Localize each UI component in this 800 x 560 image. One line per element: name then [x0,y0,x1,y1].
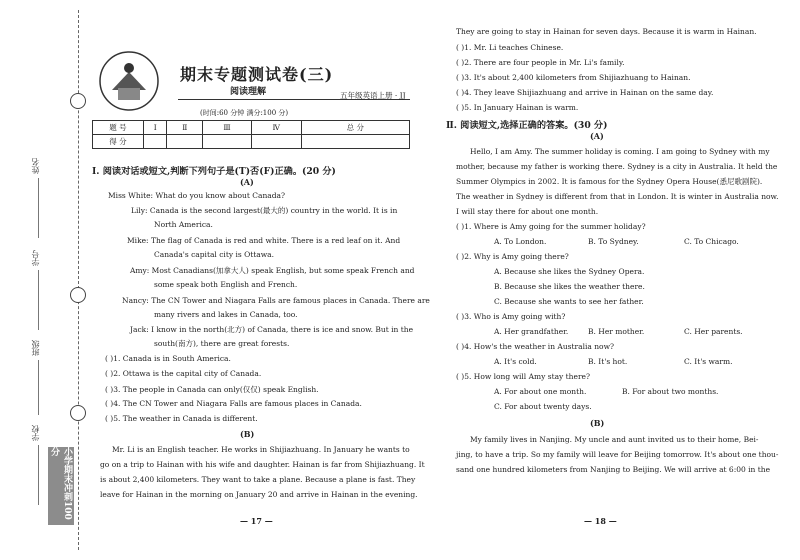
option-b[interactable]: B. It's hot. [588,357,628,366]
question-item[interactable]: ( )2. Ottawa is the capital city of Canada. [105,369,262,378]
passage-line: is about 2,400 kilometers. They want to take a plane. Because a plane is fast. They [100,475,416,484]
passage-line: go on a trip to Hainan with his wife and daughter. Hainan is far from Shijiazhuang. It [100,460,425,469]
option-a[interactable]: A. It's cold. [494,357,537,366]
section-2-heading: Ⅱ. 阅读短文,选择正确的答案。(30 分) [446,120,608,131]
question-item[interactable]: ( )3. It's about 2,400 kilometers from Shijiazhuang to Hainan. [456,73,691,82]
question-item[interactable]: ( )2. Why is Amy going there? [456,252,569,261]
part-a-heading: (A) [240,177,254,187]
binding-hole [70,405,86,421]
binding-hole [70,287,86,303]
question-item[interactable]: ( )4. The CN Tower and Niagara Falls are famous places in Canada. [105,399,362,408]
table-cell: Ⅱ [167,121,203,135]
part-a-heading: (A) [590,131,604,141]
question-item[interactable]: ( )3. Who is Amy going with? [456,312,566,321]
time-info: (时间:60 分钟 满分:100 分) [200,109,289,117]
dialogue-line: Mike: The flag of Canada is red and white. There is a red leaf on it. And [127,236,401,245]
option-b[interactable]: B. Her mother. [588,327,645,336]
dialogue-line: many rivers and lakes in Canada, too. [154,310,298,319]
dialogue-line: Amy: Most Canadians(加拿大人) speak English, but some speak French and [130,266,415,275]
field-line [38,178,39,238]
table-row [93,121,410,135]
score-input-cell[interactable] [167,135,203,149]
passage-line: I will stay there for about one month. [456,207,599,216]
question-item[interactable]: ( )5. In January Hainan is warm. [456,103,579,112]
dialogue-line: Canada's capital city is Ottawa. [154,250,275,259]
table-cell: 总 分 [301,121,409,135]
page-number: — 18 — [584,516,617,526]
option-a[interactable]: A. For about one month. [494,387,587,396]
score-input-cell[interactable] [301,135,409,149]
table-cell: Ⅰ [144,121,167,135]
passage-line: They are going to stay in Hainan for seven days. Because it is warm in Hainan. [456,27,757,36]
dialogue-line: Lily: Canada is the second largest(最大的) country in the world. It is in [131,206,398,215]
question-item[interactable]: ( )1. Where is Amy going for the summer holiday? [456,222,646,231]
dialogue-line: Jack: I know in the north(北方) of Canada, there is ice and snow. But in the [130,325,414,334]
passage-line: leave for Hainan in the morning on January 20 and arrive in Hainan in the evening. [100,490,418,499]
passage-line: Hello, I am Amy. The summer holiday is coming. I am going to Sydney with my [470,147,770,156]
field-line [38,360,39,415]
option-c[interactable]: C. Her parents. [684,327,743,336]
passage-line: Summer Olympics in 2002. It is famous for the Sydney Opera House(悉尼歌剧院). [456,177,763,186]
table-cell: Ⅳ [251,121,301,135]
passage-line: jing, to have a trip. So my family will leave for Beijing tomorrow. It's about one thou- [456,450,779,459]
field-school-label: 学校 [31,425,40,441]
section-1-heading: Ⅰ. 阅读对话或短文,判断下列句子是(T)否(F)正确。(20 分) [92,166,336,177]
option-b[interactable]: B. Because she likes the weather there. [494,282,645,291]
dialogue-line: Nancy: The CN Tower and Niagara Falls are famous places in Canada. There are [122,296,430,305]
option-a[interactable]: A. Her grandfather. [494,327,569,336]
logo [98,50,160,112]
option-b[interactable]: B. For about two months. [622,387,719,396]
question-item[interactable]: ( )1. Mr. Li teaches Chinese. [456,43,564,52]
grade-label: 五年级英语上册 · JJ [340,91,406,100]
passage-line: My family lives in Nanjing. My uncle and aunt invited us to their home, Bei- [470,435,759,444]
option-c[interactable]: C. Because she wants to see her father. [494,297,644,306]
table-cell: Ⅲ [203,121,251,135]
option-a[interactable]: A. To London. [494,237,547,246]
page-subtitle: 阅读理解 [230,87,267,97]
dialogue-line: south(南方), there are great forests. [154,339,290,348]
question-item[interactable]: ( )4. How's the weather in Australia now? [456,342,615,351]
question-item[interactable]: ( )2. There are four people in Mr. Li's family. [456,58,625,67]
table-row [93,135,410,149]
cut-line [78,10,79,550]
passage-line: sand one hundred kilometers from Nanjing to Beijing. We will arrive at 6:00 in the [456,465,771,474]
score-input-cell[interactable] [203,135,251,149]
score-table [92,120,410,149]
page-title: 期末专题测试卷(三) [180,65,334,84]
score-input-cell[interactable] [144,135,167,149]
brand-box: 小学期末冲刺100分 [48,447,74,525]
option-c[interactable]: C. For about twenty days. [494,402,592,411]
option-c[interactable]: C. To Chicago. [684,237,739,246]
binding-margin [0,0,92,560]
question-item[interactable]: ( )3. The people in Canada can only(仅仅) speak English. [105,385,319,394]
table-cell: 得 分 [93,135,144,149]
passage-line: Mr. Li is an English teacher. He works in Shijiazhuang. In January he wants to [112,445,410,454]
option-c[interactable]: C. It's warm. [684,357,733,366]
field-line [38,445,39,505]
part-b-heading: (B) [240,429,255,439]
option-b[interactable]: B. To Sydney. [588,237,639,246]
dialogue-line: some speak both English and French. [154,280,298,289]
field-id-label: 学号 [31,250,40,266]
option-a[interactable]: A. Because she likes the Sydney Opera. [494,267,645,276]
table-cell: 题 号 [93,121,144,135]
passage-line: mother, because my father is working there. Sydney is a city in Australia. It held the [456,162,778,171]
question-item[interactable]: ( )1. Canada is in South America. [105,354,231,363]
part-b-heading: (B) [590,418,605,428]
passage-line: The weather in Sydney is different from that in London. It is winter in Australia now. [456,192,779,201]
score-input-cell[interactable] [251,135,301,149]
dialogue-line: Miss White: What do you know about Canada? [108,191,286,200]
question-item[interactable]: ( )5. The weather in Canada is different. [105,414,258,423]
question-item[interactable]: ( )4. They leave Shijiazhuang and arrive in Hainan on the same day. [456,88,714,97]
page-number: — 17 — [240,516,273,526]
binding-hole [70,93,86,109]
field-line [38,270,39,330]
field-class-label: 班级 [31,340,40,356]
dialogue-line: North America. [154,220,213,229]
question-item[interactable]: ( )5. How long will Amy stay there? [456,372,590,381]
field-name-label: 姓名 [31,158,40,174]
